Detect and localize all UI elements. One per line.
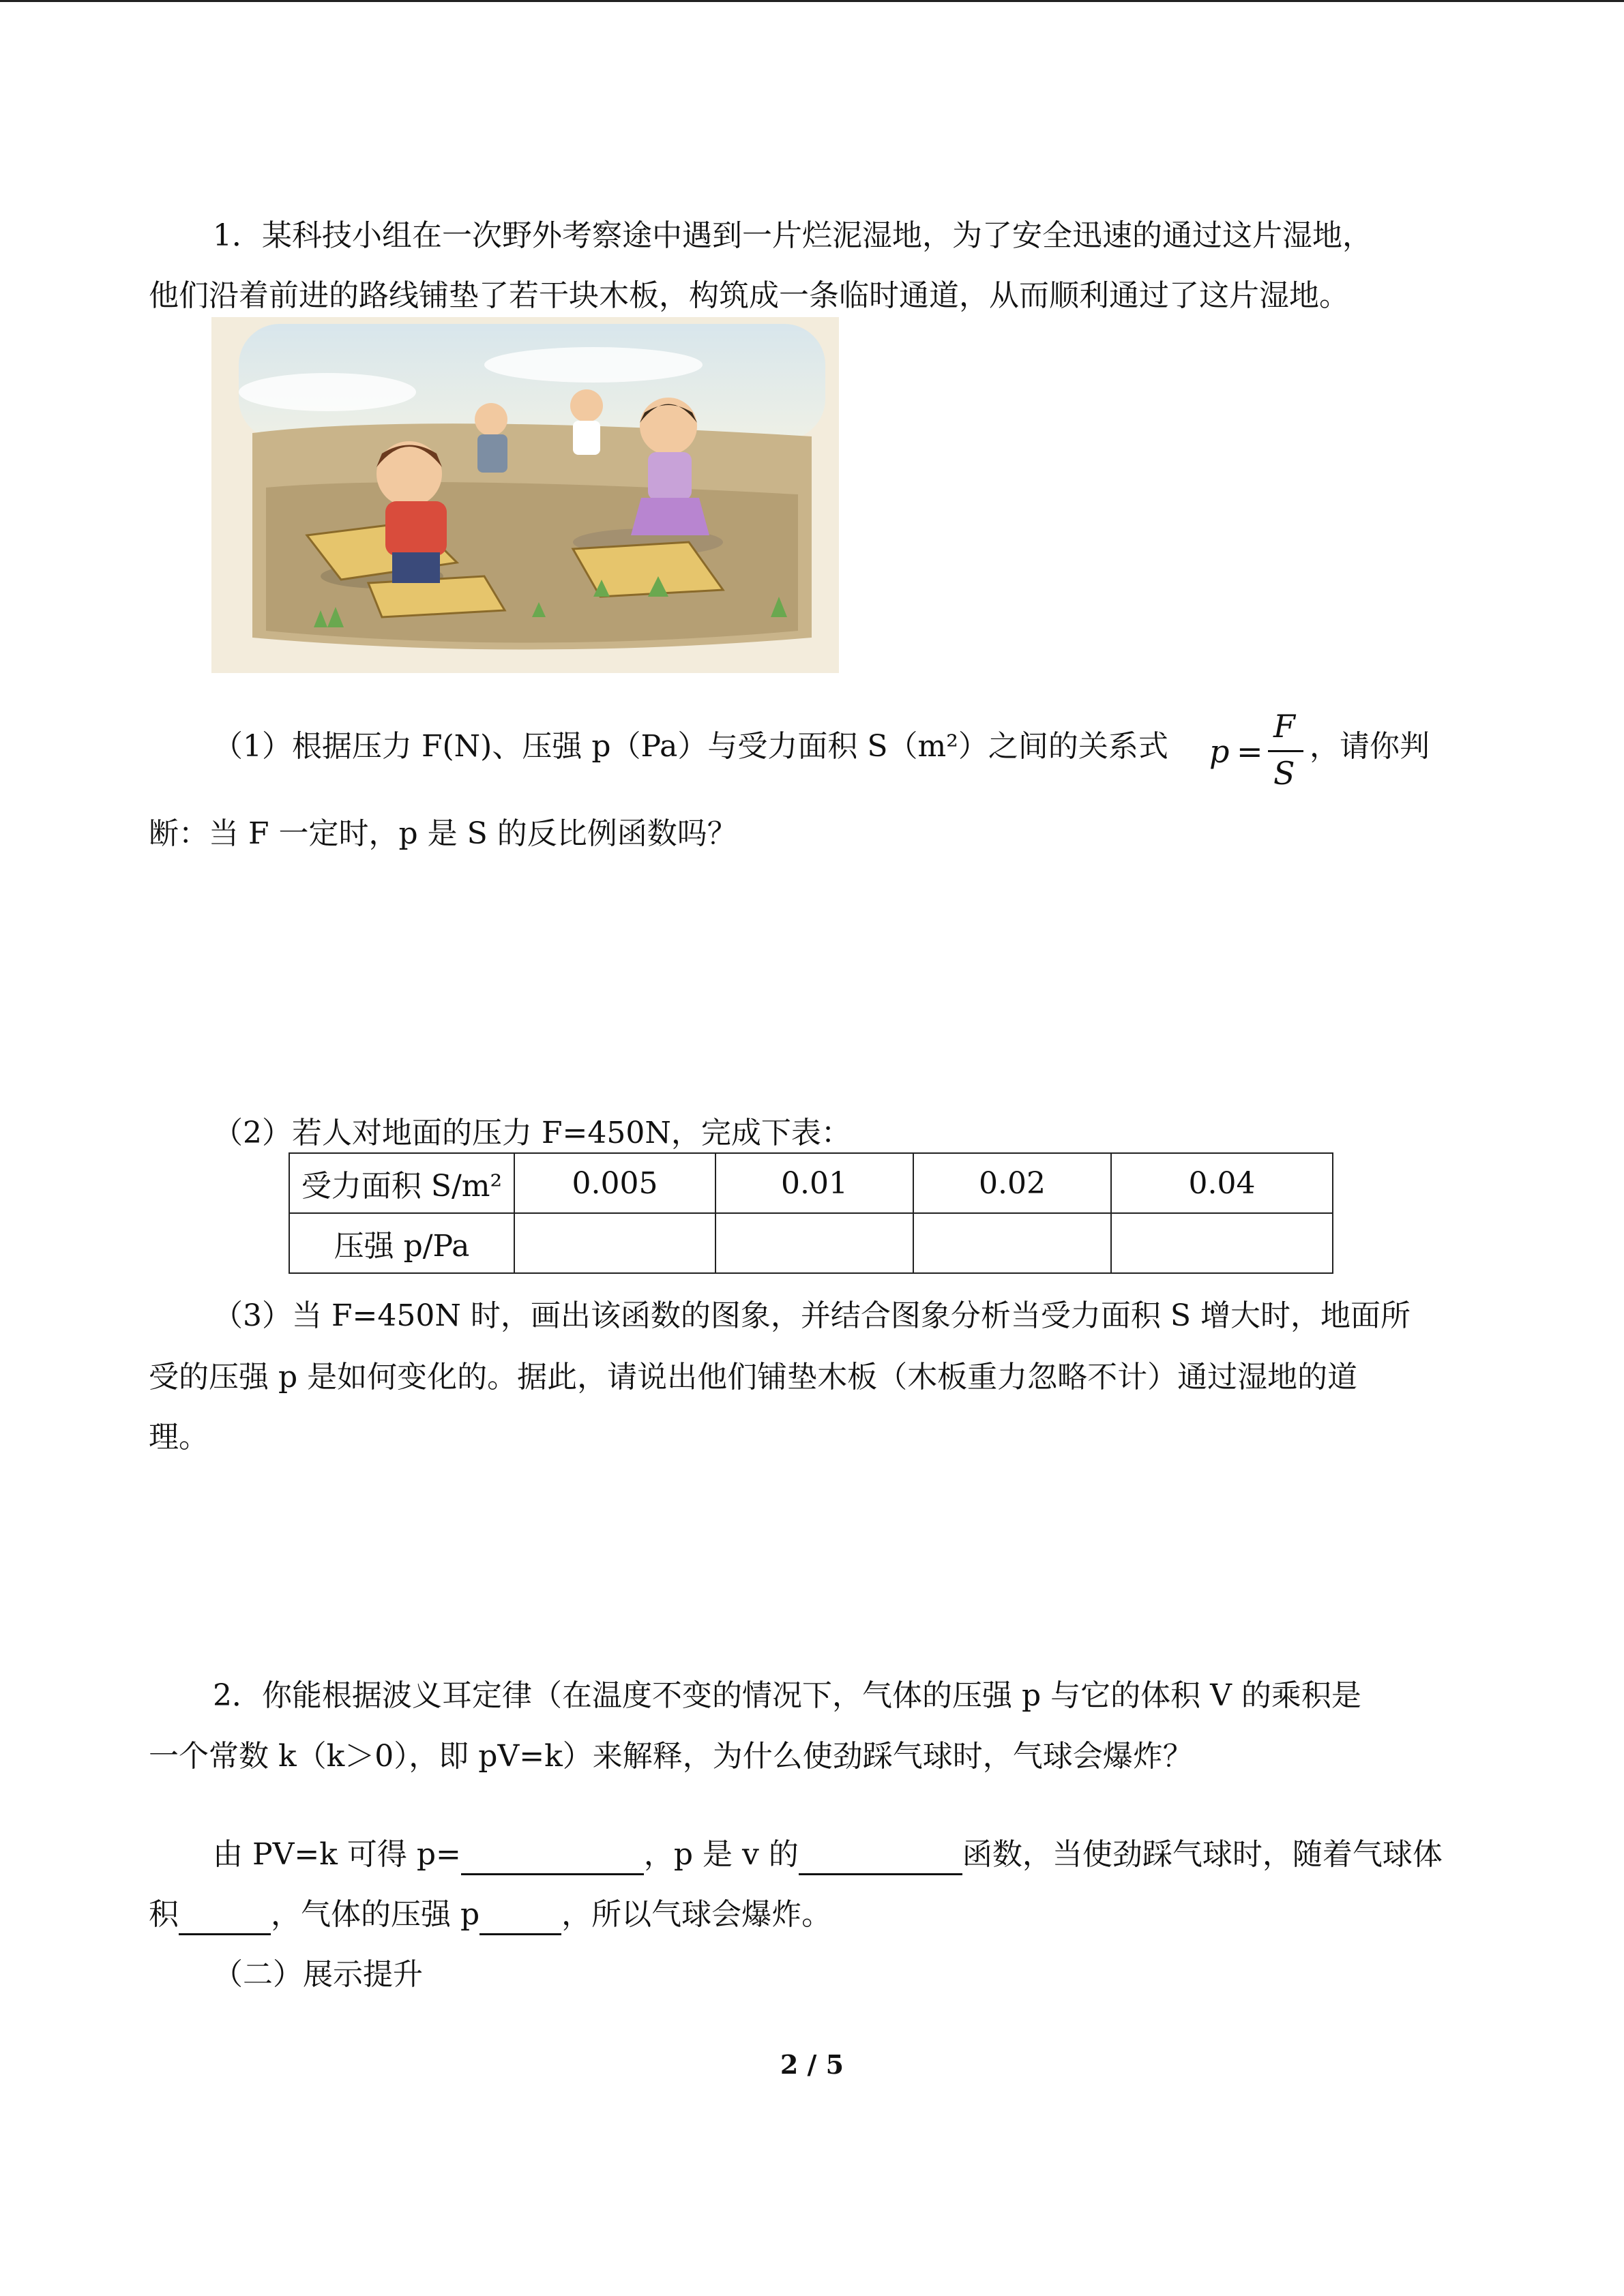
formula-fraction-bar <box>1268 750 1303 752</box>
blank-pressure-change[interactable] <box>479 1898 561 1935</box>
pressure-formula <box>1209 702 1305 798</box>
q1-part3-line3: 理。 <box>149 1420 209 1455</box>
q1-part3-line2: 受的压强 p 是如何变化的。据此，请说出他们铺垫木板（木板重力忽略不计）通过湿地的道 <box>149 1360 1358 1395</box>
q1-part1-text: （1）根据压力 F(N)、压强 p（Pa）与受力面积 S（m²）之间的关系式 <box>213 729 1168 764</box>
illustration-svg <box>211 317 839 673</box>
table-answer-cell[interactable] <box>715 1213 913 1273</box>
table-answer-cell[interactable] <box>913 1213 1111 1273</box>
q1-part2: （2）若人对地面的压力 F=450N，完成下表： <box>213 1116 851 1150</box>
q1-part1-tail: ，请你判 <box>1310 729 1430 764</box>
q2-line1: 2．你能根据波义耳定律（在温度不变的情况下，气体的压强 p 与它的体积 V 的乘积是 <box>213 1678 1361 1713</box>
q1-part3-line1: （3）当 F=450N 时，画出该函数的图象，并结合图象分析当受力面积 S 增大时，地面所 <box>213 1298 1411 1333</box>
q2-fill-c: 函数，当使劲踩气球时，随着气球体 <box>962 1837 1443 1872</box>
q2-fill-line1 <box>213 1834 1543 1875</box>
table-cell-area: 0.04 <box>1111 1153 1333 1213</box>
table-cell-area: 0.01 <box>715 1153 913 1213</box>
page-number: 2 / 5 <box>780 2049 844 2080</box>
q2-fill-d: 积 <box>149 1897 179 1932</box>
table-row <box>289 1153 1333 1213</box>
illustration-children-on-planks <box>211 317 839 673</box>
formula-denominator: S <box>1273 755 1295 792</box>
q1-line2: 他们沿着前进的路线铺垫了若干块木板，构筑成一条临时通道，从而顺利通过了这片湿地。 <box>149 278 1349 313</box>
formula-equals: = <box>1237 733 1263 770</box>
q2-fill-line2 <box>149 1894 1479 1935</box>
blank-function-type[interactable] <box>799 1838 962 1875</box>
table-header-pressure: 压强 p/Pa <box>289 1213 514 1273</box>
q2-fill-b: ，p 是 v 的 <box>643 1837 799 1872</box>
pressure-table <box>289 1152 1333 1274</box>
table-header-area: 受力面积 S/m² <box>289 1153 514 1213</box>
table-answer-cell[interactable] <box>514 1213 715 1273</box>
page-top-rule <box>0 0 1624 2</box>
q2-fill-e: ，气体的压强 p <box>271 1897 480 1932</box>
table-row <box>289 1213 1333 1273</box>
q2-line2: 一个常数 k（k＞0），即 pV=k）来解释，为什么使劲踩气球时，气球会爆炸？ <box>149 1739 1193 1774</box>
blank-volume-change[interactable] <box>179 1898 271 1935</box>
formula-lhs: p <box>1209 733 1230 770</box>
blank-p-expression[interactable] <box>461 1838 644 1875</box>
table-cell-area: 0.005 <box>514 1153 715 1213</box>
q1-part1-line2: 断：当 F 一定时，p 是 S 的反比例函数吗？ <box>149 816 737 851</box>
section-heading: （二）展示提升 <box>213 1957 423 1992</box>
table-cell-area: 0.02 <box>913 1153 1111 1213</box>
q1-line1: 1．某科技小组在一次野外考察途中遇到一片烂泥湿地，为了安全迅速的通过这片湿地， <box>213 218 1372 253</box>
formula-numerator: F <box>1273 708 1295 745</box>
q2-fill-f: ，所以气球会爆炸。 <box>561 1897 832 1932</box>
q2-fill-a: 由 PV=k 可得 p= <box>213 1837 461 1872</box>
table-answer-cell[interactable] <box>1111 1213 1333 1273</box>
